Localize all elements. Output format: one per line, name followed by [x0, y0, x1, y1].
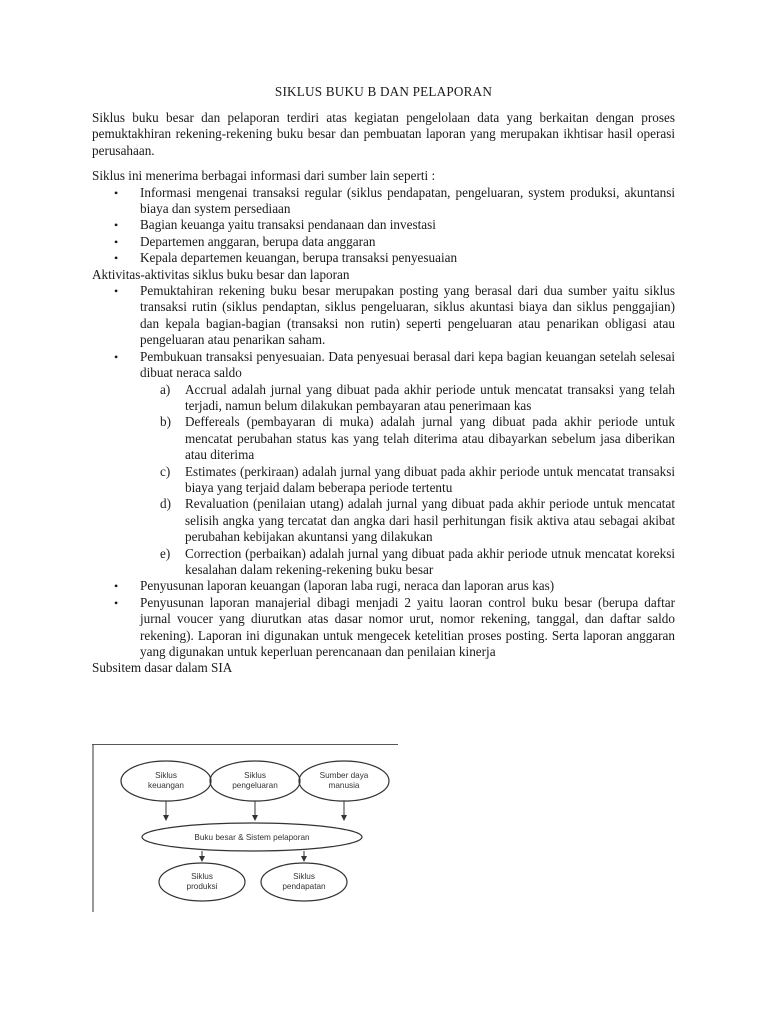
node-siklus-pengeluaran-line1: Siklus	[244, 771, 266, 780]
node-pendapatan-line2: pendapatan	[282, 882, 326, 891]
node-siklus-keuangan-line2: keuangan	[148, 781, 184, 790]
sublist-item-text: Deffereals (pembayaran di muka) adalah jurnal yang dibuat pada akhir periode untuk mencatat perubahan status kas yang telah diterima atau dibayarkan sebelum jasa diberikan atau diterima	[185, 414, 675, 463]
node-siklus-pengeluaran-line2: pengeluaran	[232, 781, 278, 790]
bullet-icon: •	[114, 185, 119, 200]
node-sumber-daya-line1: Sumber daya	[319, 771, 369, 780]
sources-intro: Siklus ini menerima berbagai informasi dari sumber lain seperti :	[92, 168, 436, 184]
sublist-item-text: Correction (perbaikan) adalah jurnal yang dibuat pada akhir periode utnuk mencatat koreksi kesalahan dalam rekening-rekening buku besar	[185, 545, 675, 577]
node-center-label: Buku besar & Sistem pelaporan	[194, 833, 310, 842]
sublist-marker: a)	[160, 381, 171, 397]
list-item	[92, 595, 675, 661]
node-produksi-line1: Siklus	[191, 872, 213, 881]
list-item	[92, 578, 675, 594]
list-item-text: Kepala departemen keuangan, berupa transaksi penyesuaian	[140, 250, 458, 266]
intro-paragraph: Siklus buku besar dan pelaporan terdiri atas kegiatan pengelolaan data yang berkaitan dengan proses pemuktakhiran rekening-rekening buku besar dan pembuatan laporan yang merupakan ikhtisar hasil operasi perusahaan.	[92, 110, 675, 158]
node-produksi-line2: produksi	[186, 882, 218, 891]
node-pendapatan-line1: Siklus	[293, 872, 315, 881]
list-item	[92, 234, 675, 250]
node-sumber-daya-line2: manusia	[328, 781, 360, 790]
list-item-text: Penyusunan laporan keuangan (laporan laba rugi, neraca dan laporan arus kas)	[140, 578, 555, 594]
bullet-icon: •	[114, 595, 119, 610]
sublist-marker: e)	[160, 545, 171, 561]
list-item-text: Departemen anggaran, berupa data anggaran	[140, 233, 376, 249]
sources-list	[92, 185, 675, 267]
sublist-item-text: Revaluation (penilaian utang) adalah jurnal yang dibuat pada akhir periode untuk mencatat selisih angka yang tercatat dan angka dari hasil perhitungan fisik aktiva atau sebagai akibat perubahan kebijakan akuntansi yang dilakukan	[185, 496, 675, 545]
activities-intro: Aktivitas-aktivitas siklus buku besar dan laporan	[92, 266, 350, 282]
sublist-item	[140, 414, 675, 463]
list-item	[92, 185, 675, 218]
list-item-text: Pembukuan transaksi penyesuaian. Data penyesuai berasal dari kepa bagian keuangan setelah selesai dibuat neraca saldo	[140, 348, 675, 381]
adjustment-sublist	[140, 382, 675, 579]
page-title: SIKLUS BUKU B DAN PELAPORAN	[274, 84, 493, 99]
sublist-item	[140, 464, 675, 497]
document-page	[92, 84, 675, 677]
activities-list	[92, 283, 675, 660]
list-item	[92, 250, 675, 266]
sublist-item-text: Accrual adalah jurnal yang dibuat pada akhir periode untuk mencatat transaksi yang telah terjadi, namun belum dilakukan pembayaran atau penerimaan kas	[185, 381, 675, 413]
sublist-marker: b)	[160, 414, 171, 430]
bullet-icon: •	[114, 218, 119, 233]
diagram-svg	[92, 744, 398, 912]
sublist-item	[140, 382, 675, 415]
list-item	[92, 349, 675, 579]
list-item-text: Penyusunan laporan manajerial dibagi menjadi 2 yaitu laoran control buku besar (berupa daftar jurnal voucer yang diurutkan atas dasar nomor urut, nomor rekening, tanggal, dan daftar saldo rekening). Laporan ini digunakan untuk mengecek ketelitian proses posting. Serta laporan anggaran yang digunakan untuk keperluan perencanaan dan penilaian kinerja	[140, 594, 675, 659]
bullet-icon: •	[114, 251, 119, 266]
subsystems-intro: Subsitem dasar dalam SIA	[92, 660, 233, 676]
sia-subsystem-diagram	[92, 744, 398, 912]
list-item-text: Informasi mengenai transaksi regular (siklus pendapatan, pengeluaran, system produksi, akuntansi biaya dan system persediaan	[140, 184, 675, 217]
list-item	[92, 217, 675, 233]
list-item-text: Bagian keuanga yaitu transaksi pendanaan dan investasi	[140, 217, 436, 233]
sublist-item	[140, 496, 675, 545]
list-item	[92, 283, 675, 349]
bullet-icon: •	[114, 349, 119, 364]
sublist-marker: c)	[160, 463, 171, 479]
bullet-icon: •	[114, 579, 119, 594]
sublist-item	[140, 546, 675, 579]
sublist-marker: d)	[160, 496, 171, 512]
bullet-icon: •	[114, 284, 119, 299]
list-item-text: Pemuktahiran rekening buku besar merupakan posting yang berasal dari dua sumber yaitu siklus transaksi rutin (siklus pendaptan, siklus pengeluaran, siklus akuntasi biaya dan siklus penggajian) dan kepala bagian-bagian (transaksi non rutin) seperti pengeluaran atau penarikan obligasi atau pengeluaran atau penarikan saham.	[140, 283, 675, 348]
bullet-icon: •	[114, 234, 119, 249]
sublist-item-text: Estimates (perkiraan) adalah jurnal yang dibuat pada akhir periode untuk mencatat transaksi biaya yang terjaid dalam beberapa periode tertentu	[185, 463, 675, 495]
node-siklus-keuangan-line1: Siklus	[155, 771, 177, 780]
